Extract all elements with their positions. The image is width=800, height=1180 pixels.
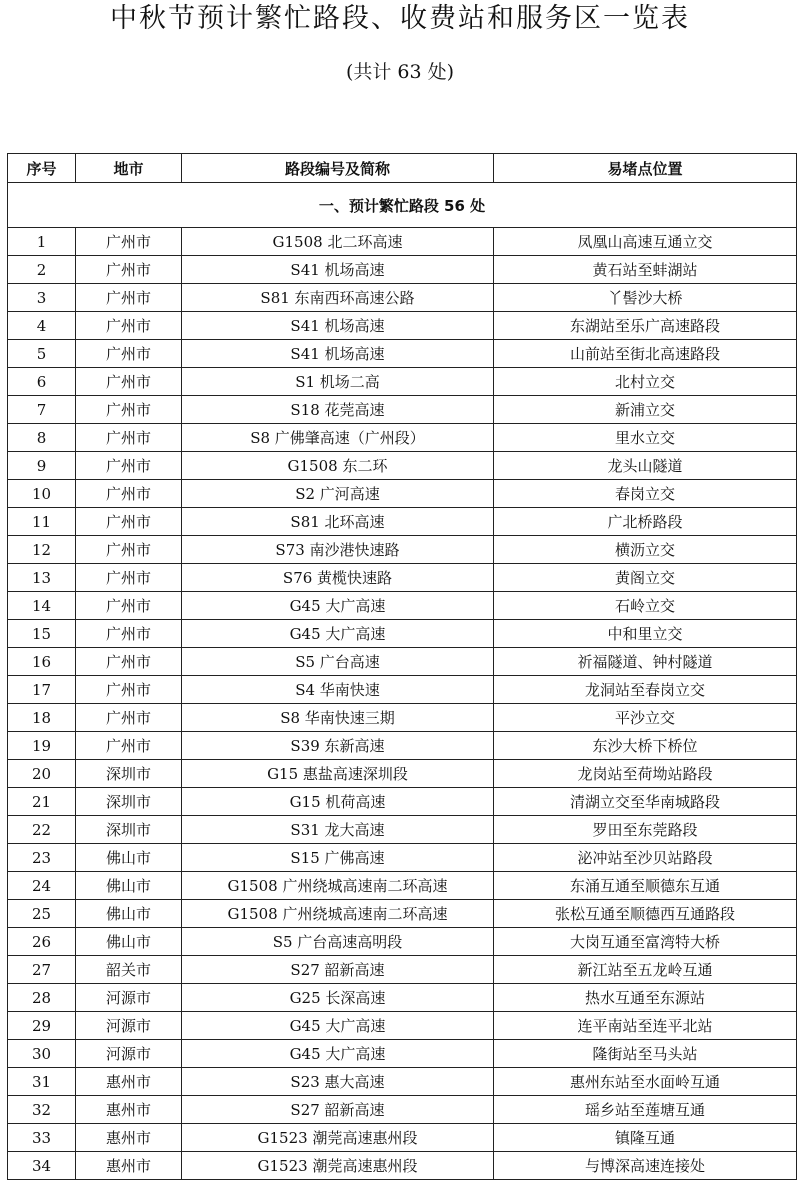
cell-index: 16 (8, 648, 76, 676)
cell-city: 广州市 (76, 256, 182, 284)
cell-location: 大岗互通至富湾特大桥 (494, 928, 797, 956)
cell-location: 春岗立交 (494, 480, 797, 508)
table-row (8, 228, 797, 256)
cell-road: S5 广台高速 (182, 648, 494, 676)
cell-index: 32 (8, 1096, 76, 1124)
cell-location: 祈福隧道、钟村隧道 (494, 648, 797, 676)
cell-location: 新浦立交 (494, 396, 797, 424)
table-row (8, 928, 797, 956)
cell-location: 东湖站至乐广高速路段 (494, 312, 797, 340)
cell-location: 石岭立交 (494, 592, 797, 620)
cell-city: 广州市 (76, 340, 182, 368)
cell-city: 佛山市 (76, 872, 182, 900)
cell-index: 25 (8, 900, 76, 928)
cell-location: 丫髻沙大桥 (494, 284, 797, 312)
cell-location: 广北桥路段 (494, 508, 797, 536)
cell-location: 瑶乡站至莲塘互通 (494, 1096, 797, 1124)
table-row (8, 592, 797, 620)
cell-location: 龙头山隧道 (494, 452, 797, 480)
cell-index: 34 (8, 1152, 76, 1180)
cell-road: S27 韶新高速 (182, 1096, 494, 1124)
cell-index: 20 (8, 760, 76, 788)
table-row (8, 424, 797, 452)
cell-location: 里水立交 (494, 424, 797, 452)
cell-city: 广州市 (76, 368, 182, 396)
cell-road: G1508 广州绕城高速南二环高速 (182, 900, 494, 928)
cell-road: G1508 广州绕城高速南二环高速 (182, 872, 494, 900)
cell-city: 广州市 (76, 284, 182, 312)
cell-index: 29 (8, 1012, 76, 1040)
table-row (8, 900, 797, 928)
cell-index: 15 (8, 620, 76, 648)
cell-location: 热水互通至东源站 (494, 984, 797, 1012)
cell-index: 24 (8, 872, 76, 900)
cell-city: 惠州市 (76, 1068, 182, 1096)
cell-road: S39 东新高速 (182, 732, 494, 760)
cell-index: 22 (8, 816, 76, 844)
header-index: 序号 (8, 154, 76, 183)
table-row (8, 480, 797, 508)
cell-road: S81 北环高速 (182, 508, 494, 536)
table-row (8, 732, 797, 760)
cell-index: 31 (8, 1068, 76, 1096)
cell-index: 3 (8, 284, 76, 312)
table-row (8, 256, 797, 284)
cell-index: 6 (8, 368, 76, 396)
cell-index: 7 (8, 396, 76, 424)
cell-index: 28 (8, 984, 76, 1012)
cell-index: 27 (8, 956, 76, 984)
cell-index: 17 (8, 676, 76, 704)
cell-road: S5 广台高速高明段 (182, 928, 494, 956)
cell-road: G1523 潮莞高速惠州段 (182, 1152, 494, 1180)
cell-index: 8 (8, 424, 76, 452)
cell-location: 泌冲站至沙贝站路段 (494, 844, 797, 872)
cell-index: 9 (8, 452, 76, 480)
page-subtitle: (共计 63 处) (345, 61, 455, 83)
cell-location: 黄石站至蚌湖站 (494, 256, 797, 284)
table-row (8, 1096, 797, 1124)
cell-city: 广州市 (76, 648, 182, 676)
cell-location: 中和里立交 (494, 620, 797, 648)
cell-location: 东沙大桥下桥位 (494, 732, 797, 760)
cell-location: 黄阁立交 (494, 564, 797, 592)
section-title: 一、预计繁忙路段 56 处 (8, 183, 797, 228)
cell-index: 23 (8, 844, 76, 872)
table-row (8, 368, 797, 396)
cell-location: 东涌互通至顺德东互通 (494, 872, 797, 900)
cell-city: 惠州市 (76, 1096, 182, 1124)
cell-location: 新江站至五龙岭互通 (494, 956, 797, 984)
table-row (8, 704, 797, 732)
cell-city: 惠州市 (76, 1124, 182, 1152)
cell-location: 隆街站至马头站 (494, 1040, 797, 1068)
cell-index: 19 (8, 732, 76, 760)
table-row (8, 620, 797, 648)
cell-road: S73 南沙港快速路 (182, 536, 494, 564)
cell-location: 惠州东站至水面岭互通 (494, 1068, 797, 1096)
cell-location: 平沙立交 (494, 704, 797, 732)
cell-city: 广州市 (76, 312, 182, 340)
cell-city: 韶关市 (76, 956, 182, 984)
cell-location: 山前站至街北高速路段 (494, 340, 797, 368)
header-location: 易堵点位置 (494, 154, 797, 183)
cell-road: G45 大广高速 (182, 592, 494, 620)
table-row (8, 1124, 797, 1152)
cell-index: 5 (8, 340, 76, 368)
cell-city: 深圳市 (76, 788, 182, 816)
cell-city: 广州市 (76, 620, 182, 648)
cell-index: 11 (8, 508, 76, 536)
table-row (8, 872, 797, 900)
cell-road: G15 惠盐高速深圳段 (182, 760, 494, 788)
cell-road: S2 广河高速 (182, 480, 494, 508)
table-row (8, 284, 797, 312)
table-row (8, 984, 797, 1012)
table-row (8, 844, 797, 872)
cell-city: 广州市 (76, 592, 182, 620)
cell-location: 凤凰山高速互通立交 (494, 228, 797, 256)
cell-index: 10 (8, 480, 76, 508)
cell-index: 30 (8, 1040, 76, 1068)
cell-index: 18 (8, 704, 76, 732)
cell-road: S4 华南快速 (182, 676, 494, 704)
cell-road: S1 机场二高 (182, 368, 494, 396)
table-row (8, 536, 797, 564)
cell-location: 张松互通至顺德西互通路段 (494, 900, 797, 928)
cell-index: 33 (8, 1124, 76, 1152)
table-row (8, 340, 797, 368)
cell-road: S8 广佛肇高速（广州段） (182, 424, 494, 452)
cell-road: G45 大广高速 (182, 1012, 494, 1040)
cell-road: G45 大广高速 (182, 1040, 494, 1068)
table-row (8, 760, 797, 788)
cell-index: 1 (8, 228, 76, 256)
cell-location: 横沥立交 (494, 536, 797, 564)
cell-road: S31 龙大高速 (182, 816, 494, 844)
cell-road: S15 广佛高速 (182, 844, 494, 872)
cell-city: 佛山市 (76, 844, 182, 872)
cell-road: S41 机场高速 (182, 312, 494, 340)
cell-index: 26 (8, 928, 76, 956)
cell-road: G1508 东二环 (182, 452, 494, 480)
cell-city: 广州市 (76, 536, 182, 564)
cell-location: 连平南站至连平北站 (494, 1012, 797, 1040)
table-row (8, 788, 797, 816)
cell-index: 21 (8, 788, 76, 816)
table-row (8, 1152, 797, 1180)
cell-city: 广州市 (76, 480, 182, 508)
cell-location: 镇隆互通 (494, 1124, 797, 1152)
cell-city: 深圳市 (76, 760, 182, 788)
cell-city: 广州市 (76, 396, 182, 424)
cell-city: 广州市 (76, 564, 182, 592)
table-row (8, 312, 797, 340)
cell-location: 北村立交 (494, 368, 797, 396)
cell-city: 广州市 (76, 228, 182, 256)
table-row (8, 452, 797, 480)
cell-city: 佛山市 (76, 928, 182, 956)
cell-road: S76 黄榄快速路 (182, 564, 494, 592)
cell-city: 广州市 (76, 704, 182, 732)
table-row (8, 1040, 797, 1068)
table-row (8, 1068, 797, 1096)
cell-index: 2 (8, 256, 76, 284)
table-row (8, 648, 797, 676)
cell-index: 4 (8, 312, 76, 340)
cell-road: S41 机场高速 (182, 340, 494, 368)
cell-road: S8 华南快速三期 (182, 704, 494, 732)
cell-road: S41 机场高速 (182, 256, 494, 284)
cell-city: 广州市 (76, 732, 182, 760)
cell-location: 清湖立交至华南城路段 (494, 788, 797, 816)
cell-road: G1523 潮莞高速惠州段 (182, 1124, 494, 1152)
table-row (8, 564, 797, 592)
cell-location: 罗田至东莞路段 (494, 816, 797, 844)
cell-city: 河源市 (76, 1012, 182, 1040)
cell-location: 龙洞站至春岗立交 (494, 676, 797, 704)
cell-road: S81 东南西环高速公路 (182, 284, 494, 312)
cell-index: 13 (8, 564, 76, 592)
cell-city: 广州市 (76, 508, 182, 536)
cell-location: 与博深高速连接处 (494, 1152, 797, 1180)
cell-city: 河源市 (76, 1040, 182, 1068)
cell-road: S27 韶新高速 (182, 956, 494, 984)
cell-road: G15 机荷高速 (182, 788, 494, 816)
cell-road: S23 惠大高速 (182, 1068, 494, 1096)
cell-city: 惠州市 (76, 1152, 182, 1180)
cell-city: 广州市 (76, 452, 182, 480)
table-row (8, 956, 797, 984)
table-row (8, 816, 797, 844)
page-title: 中秋节预计繁忙路段、收费站和服务区一览表 (110, 3, 690, 34)
header-city: 地市 (76, 154, 182, 183)
cell-road: G25 长深高速 (182, 984, 494, 1012)
header-road: 路段编号及简称 (182, 154, 494, 183)
table-row (8, 508, 797, 536)
cell-city: 广州市 (76, 424, 182, 452)
cell-city: 河源市 (76, 984, 182, 1012)
cell-location: 龙岗站至荷坳站路段 (494, 760, 797, 788)
cell-road: S18 花莞高速 (182, 396, 494, 424)
table-row (8, 676, 797, 704)
section-row (8, 183, 797, 228)
busy-sections-table (7, 153, 797, 1180)
cell-city: 深圳市 (76, 816, 182, 844)
table-row (8, 1012, 797, 1040)
cell-city: 佛山市 (76, 900, 182, 928)
cell-index: 12 (8, 536, 76, 564)
cell-index: 14 (8, 592, 76, 620)
table-header-row (8, 154, 797, 183)
cell-city: 广州市 (76, 676, 182, 704)
cell-road: G45 大广高速 (182, 620, 494, 648)
table-row (8, 396, 797, 424)
cell-road: G1508 北二环高速 (182, 228, 494, 256)
